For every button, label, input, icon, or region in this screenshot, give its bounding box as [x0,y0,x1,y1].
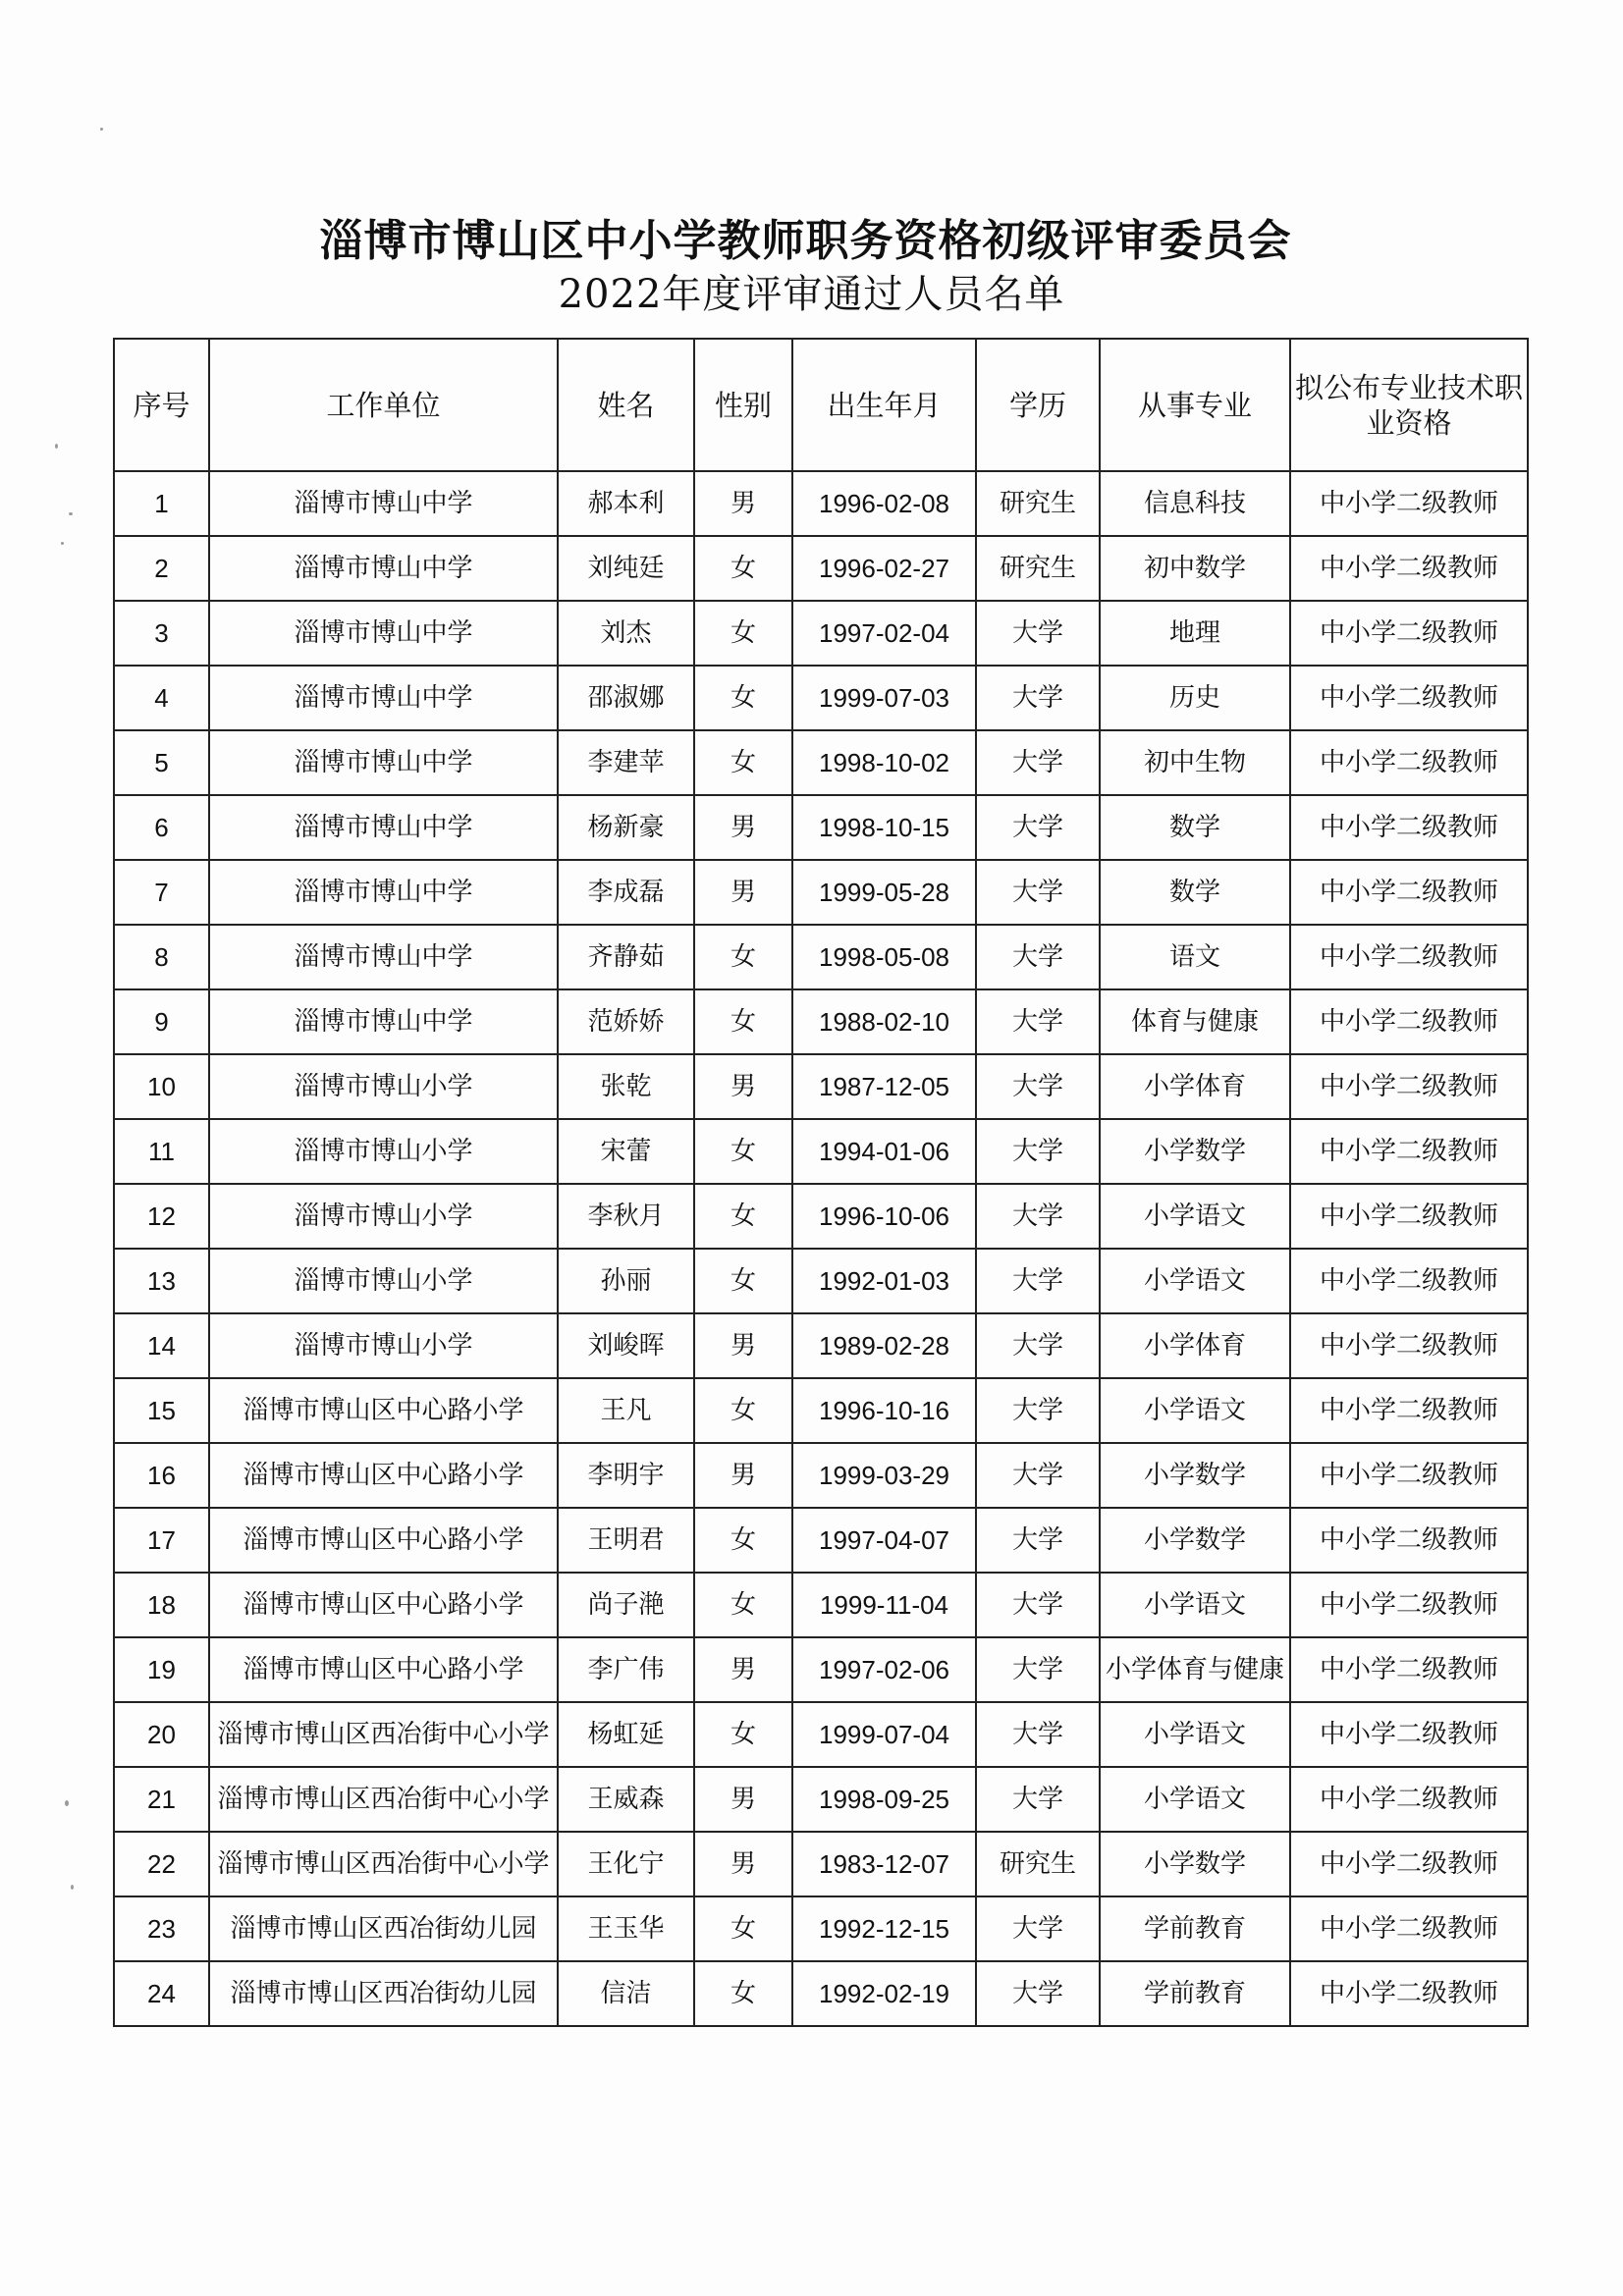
cell-index: 16 [114,1443,209,1508]
cell-birth-date: 1999-07-04 [792,1702,976,1767]
cell-education: 大学 [976,925,1100,989]
cell-name: 齐静茹 [558,925,694,989]
cell-qualification: 中小学二级教师 [1290,666,1528,730]
cell-education: 大学 [976,1313,1100,1378]
table-row [114,1832,1528,1896]
cell-work-unit: 淄博市博山小学 [209,1184,558,1249]
cell-qualification: 中小学二级教师 [1290,795,1528,860]
table-row [114,1767,1528,1832]
cell-index: 10 [114,1054,209,1119]
cell-major: 信息科技 [1100,471,1290,536]
cell-work-unit: 淄博市博山小学 [209,1313,558,1378]
header-work-unit: 工作单位 [209,339,558,471]
header-birth-date: 出生年月 [792,339,976,471]
cell-major: 地理 [1100,601,1290,666]
cell-qualification: 中小学二级教师 [1290,1896,1528,1961]
header-education: 学历 [976,339,1100,471]
cell-major: 小学语文 [1100,1702,1290,1767]
table-row [114,1443,1528,1508]
cell-index: 2 [114,536,209,601]
table-row [114,1054,1528,1119]
cell-birth-date: 1992-01-03 [792,1249,976,1313]
cell-major: 初中生物 [1100,730,1290,795]
cell-name: 杨虹延 [558,1702,694,1767]
cell-work-unit: 淄博市博山区西冶街幼儿园 [209,1896,558,1961]
scan-speck [61,542,64,545]
cell-birth-date: 1996-02-27 [792,536,976,601]
cell-name: 刘杰 [558,601,694,666]
cell-qualification: 中小学二级教师 [1290,989,1528,1054]
table-row [114,795,1528,860]
table-row [114,536,1528,601]
cell-education: 大学 [976,795,1100,860]
scan-speck [65,1800,69,1806]
cell-gender: 男 [694,1637,792,1702]
cell-qualification: 中小学二级教师 [1290,1637,1528,1702]
cell-qualification: 中小学二级教师 [1290,860,1528,925]
table-row [114,730,1528,795]
cell-gender: 男 [694,1443,792,1508]
cell-index: 1 [114,471,209,536]
cell-work-unit: 淄博市博山区中心路小学 [209,1508,558,1573]
cell-birth-date: 1998-10-02 [792,730,976,795]
cell-name: 宋蕾 [558,1119,694,1184]
cell-birth-date: 1999-11-04 [792,1573,976,1637]
cell-birth-date: 1996-02-08 [792,471,976,536]
cell-birth-date: 1999-07-03 [792,666,976,730]
cell-index: 12 [114,1184,209,1249]
cell-education: 大学 [976,601,1100,666]
title-block [0,214,1623,320]
cell-education: 大学 [976,730,1100,795]
table-row [114,1508,1528,1573]
cell-birth-date: 1988-02-10 [792,989,976,1054]
header-major: 从事专业 [1100,339,1290,471]
cell-index: 20 [114,1702,209,1767]
cell-birth-date: 1998-09-25 [792,1767,976,1832]
cell-work-unit: 淄博市博山中学 [209,989,558,1054]
cell-work-unit: 淄博市博山小学 [209,1119,558,1184]
cell-education: 大学 [976,1702,1100,1767]
cell-work-unit: 淄博市博山区西冶街中心小学 [209,1767,558,1832]
cell-work-unit: 淄博市博山区中心路小学 [209,1378,558,1443]
scan-speck [55,444,58,449]
cell-gender: 男 [694,795,792,860]
cell-major: 数学 [1100,860,1290,925]
cell-qualification: 中小学二级教师 [1290,1054,1528,1119]
cell-birth-date: 1989-02-28 [792,1313,976,1378]
cell-birth-date: 1992-12-15 [792,1896,976,1961]
cell-work-unit: 淄博市博山中学 [209,925,558,989]
cell-gender: 男 [694,860,792,925]
cell-major: 体育与健康 [1100,989,1290,1054]
cell-education: 大学 [976,1184,1100,1249]
table-row [114,666,1528,730]
cell-work-unit: 淄博市博山中学 [209,536,558,601]
cell-major: 小学体育与健康 [1100,1637,1290,1702]
cell-index: 15 [114,1378,209,1443]
document-subtitle: 2022年度评审通过人员名单 [558,272,1065,317]
cell-name: 范娇娇 [558,989,694,1054]
cell-education: 大学 [976,989,1100,1054]
cell-index: 24 [114,1961,209,2026]
table-row [114,1313,1528,1378]
cell-education: 研究生 [976,1832,1100,1896]
cell-qualification: 中小学二级教师 [1290,925,1528,989]
scan-speck [100,128,103,131]
cell-birth-date: 1997-04-07 [792,1508,976,1573]
cell-gender: 女 [694,1184,792,1249]
cell-birth-date: 1996-10-16 [792,1378,976,1443]
table-row [114,1119,1528,1184]
cell-major: 小学数学 [1100,1832,1290,1896]
cell-gender: 女 [694,925,792,989]
cell-major: 小学数学 [1100,1508,1290,1573]
cell-name: 杨新豪 [558,795,694,860]
cell-work-unit: 淄博市博山中学 [209,730,558,795]
cell-education: 大学 [976,1896,1100,1961]
cell-education: 大学 [976,860,1100,925]
cell-name: 邵淑娜 [558,666,694,730]
cell-name: 王化宁 [558,1832,694,1896]
cell-qualification: 中小学二级教师 [1290,1249,1528,1313]
cell-birth-date: 1999-05-28 [792,860,976,925]
table-body [114,471,1528,2026]
cell-work-unit: 淄博市博山区中心路小学 [209,1637,558,1702]
cell-work-unit: 淄博市博山中学 [209,795,558,860]
table-row [114,989,1528,1054]
cell-gender: 男 [694,1832,792,1896]
cell-name: 李广伟 [558,1637,694,1702]
cell-major: 初中数学 [1100,536,1290,601]
cell-gender: 女 [694,1508,792,1573]
cell-birth-date: 1983-12-07 [792,1832,976,1896]
cell-gender: 女 [694,1119,792,1184]
table-row [114,925,1528,989]
cell-index: 21 [114,1767,209,1832]
cell-education: 研究生 [976,536,1100,601]
cell-index: 13 [114,1249,209,1313]
cell-birth-date: 1996-10-06 [792,1184,976,1249]
cell-gender: 女 [694,1378,792,1443]
cell-education: 大学 [976,1378,1100,1443]
cell-index: 17 [114,1508,209,1573]
header-gender: 性别 [694,339,792,471]
cell-index: 22 [114,1832,209,1896]
table-row [114,1702,1528,1767]
cell-qualification: 中小学二级教师 [1290,1767,1528,1832]
cell-work-unit: 淄博市博山小学 [209,1054,558,1119]
cell-birth-date: 1998-05-08 [792,925,976,989]
cell-work-unit: 淄博市博山中学 [209,666,558,730]
cell-major: 数学 [1100,795,1290,860]
cell-major: 小学语文 [1100,1184,1290,1249]
cell-gender: 男 [694,471,792,536]
cell-major: 小学语文 [1100,1573,1290,1637]
table-row [114,1573,1528,1637]
cell-gender: 女 [694,666,792,730]
table-row [114,471,1528,536]
cell-gender: 女 [694,536,792,601]
document-title: 淄博市博山区中小学教师职务资格初级评审委员会 [319,216,1292,266]
table-row [114,1961,1528,2026]
table-row [114,860,1528,925]
cell-name: 尚子滟 [558,1573,694,1637]
cell-major: 语文 [1100,925,1290,989]
cell-education: 大学 [976,1767,1100,1832]
cell-education: 大学 [976,1573,1100,1637]
cell-gender: 男 [694,1313,792,1378]
cell-major: 小学语文 [1100,1249,1290,1313]
cell-name: 李成磊 [558,860,694,925]
cell-name: 李建苹 [558,730,694,795]
roster-table [113,338,1529,2027]
cell-gender: 女 [694,1573,792,1637]
cell-work-unit: 淄博市博山中学 [209,471,558,536]
cell-qualification: 中小学二级教师 [1290,1313,1528,1378]
header-index: 序号 [114,339,209,471]
cell-major: 历史 [1100,666,1290,730]
cell-name: 李秋月 [558,1184,694,1249]
cell-birth-date: 1999-03-29 [792,1443,976,1508]
table-row [114,601,1528,666]
cell-education: 大学 [976,1637,1100,1702]
cell-birth-date: 1997-02-06 [792,1637,976,1702]
cell-name: 王玉华 [558,1896,694,1961]
cell-work-unit: 淄博市博山中学 [209,860,558,925]
cell-work-unit: 淄博市博山区西冶街中心小学 [209,1702,558,1767]
scan-speck [69,512,73,515]
cell-name: 信洁 [558,1961,694,2026]
cell-education: 大学 [976,666,1100,730]
cell-qualification: 中小学二级教师 [1290,1961,1528,2026]
cell-gender: 女 [694,601,792,666]
header-qualification: 拟公布专业技术职业资格 [1290,339,1528,471]
cell-birth-date: 1992-02-19 [792,1961,976,2026]
table-row [114,1378,1528,1443]
cell-index: 23 [114,1896,209,1961]
cell-education: 大学 [976,1119,1100,1184]
table-row [114,1896,1528,1961]
cell-name: 孙丽 [558,1249,694,1313]
cell-work-unit: 淄博市博山小学 [209,1249,558,1313]
cell-index: 19 [114,1637,209,1702]
cell-name: 张乾 [558,1054,694,1119]
cell-gender: 女 [694,989,792,1054]
cell-gender: 女 [694,1961,792,2026]
cell-name: 王威森 [558,1767,694,1832]
cell-index: 3 [114,601,209,666]
cell-major: 学前教育 [1100,1896,1290,1961]
cell-qualification: 中小学二级教师 [1290,536,1528,601]
cell-index: 8 [114,925,209,989]
cell-gender: 男 [694,1054,792,1119]
cell-gender: 女 [694,1702,792,1767]
cell-name: 刘纯廷 [558,536,694,601]
table-row [114,1184,1528,1249]
cell-gender: 女 [694,730,792,795]
table-row [114,1249,1528,1313]
cell-qualification: 中小学二级教师 [1290,1832,1528,1896]
cell-name: 刘峻晖 [558,1313,694,1378]
cell-major: 小学体育 [1100,1313,1290,1378]
cell-name: 王凡 [558,1378,694,1443]
cell-qualification: 中小学二级教师 [1290,1119,1528,1184]
cell-major: 小学数学 [1100,1119,1290,1184]
cell-index: 18 [114,1573,209,1637]
cell-major: 小学体育 [1100,1054,1290,1119]
cell-birth-date: 1997-02-04 [792,601,976,666]
cell-gender: 女 [694,1249,792,1313]
cell-index: 4 [114,666,209,730]
cell-qualification: 中小学二级教师 [1290,471,1528,536]
cell-education: 大学 [976,1443,1100,1508]
cell-gender: 女 [694,1896,792,1961]
cell-qualification: 中小学二级教师 [1290,1378,1528,1443]
cell-qualification: 中小学二级教师 [1290,1573,1528,1637]
cell-qualification: 中小学二级教师 [1290,601,1528,666]
cell-name: 王明君 [558,1508,694,1573]
cell-index: 14 [114,1313,209,1378]
cell-qualification: 中小学二级教师 [1290,1508,1528,1573]
cell-birth-date: 1987-12-05 [792,1054,976,1119]
cell-education: 研究生 [976,471,1100,536]
cell-index: 9 [114,989,209,1054]
cell-index: 6 [114,795,209,860]
cell-work-unit: 淄博市博山区西冶街中心小学 [209,1832,558,1896]
table-header-row [114,339,1528,471]
cell-birth-date: 1998-10-15 [792,795,976,860]
cell-education: 大学 [976,1249,1100,1313]
cell-work-unit: 淄博市博山区中心路小学 [209,1573,558,1637]
cell-major: 小学语文 [1100,1767,1290,1832]
cell-gender: 男 [694,1767,792,1832]
cell-name: 李明宇 [558,1443,694,1508]
cell-education: 大学 [976,1508,1100,1573]
cell-work-unit: 淄博市博山区西冶街幼儿园 [209,1961,558,2026]
cell-qualification: 中小学二级教师 [1290,730,1528,795]
header-name: 姓名 [558,339,694,471]
cell-qualification: 中小学二级教师 [1290,1702,1528,1767]
cell-work-unit: 淄博市博山区中心路小学 [209,1443,558,1508]
cell-education: 大学 [976,1054,1100,1119]
table-row [114,1637,1528,1702]
cell-major: 小学语文 [1100,1378,1290,1443]
cell-index: 11 [114,1119,209,1184]
cell-qualification: 中小学二级教师 [1290,1184,1528,1249]
cell-work-unit: 淄博市博山中学 [209,601,558,666]
cell-index: 5 [114,730,209,795]
cell-name: 郝本利 [558,471,694,536]
cell-birth-date: 1994-01-06 [792,1119,976,1184]
scan-speck [71,1885,74,1890]
cell-qualification: 中小学二级教师 [1290,1443,1528,1508]
cell-index: 7 [114,860,209,925]
cell-education: 大学 [976,1961,1100,2026]
cell-major: 小学数学 [1100,1443,1290,1508]
cell-major: 学前教育 [1100,1961,1290,2026]
